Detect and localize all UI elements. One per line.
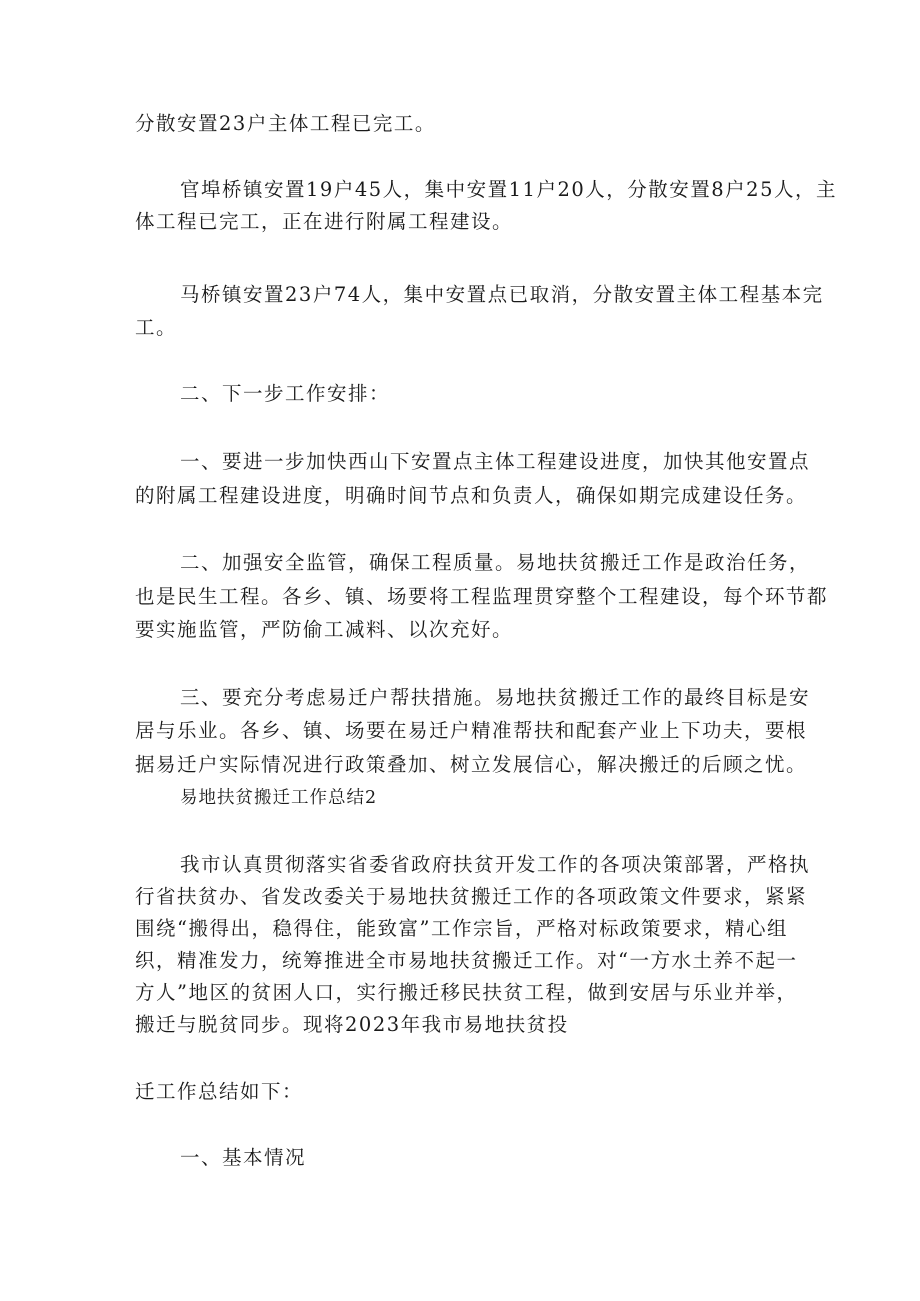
text-line-17: 行省扶贫办、省发改委关于易地扶贫搬迁工作的各项政策文件要求，紧紧	[135, 885, 808, 908]
text-line-2: 官埠桥镇安置19户45人，集中安置11户20人，分散安置8户25人，主	[180, 178, 837, 201]
section-heading-basic-situation: 一、基本情况	[180, 1146, 307, 1169]
document-subtitle: 易地扶贫搬迁工作总结2	[180, 788, 378, 808]
text-line-22: 迁工作总结如下：	[135, 1080, 304, 1103]
text-line-12: 三、要充分考虑易迁户帮扶措施。易地扶贫搬迁工作的最终目标是安	[180, 686, 811, 709]
text-line-16: 我市认真贯彻落实省委省政府扶贫开发工作的各项决策部署，严格执	[180, 853, 811, 876]
text-line-20: 方人”地区的贫困人口，实行搬迁移民扶贫工程，做到安居与乐业并举，	[135, 981, 798, 1004]
text-line-5: 工。	[135, 316, 178, 339]
text-line-9: 二、加强安全监管，确保工程质量。易地扶贫搬迁工作是政治任务，	[180, 551, 811, 574]
text-line-7: 一、要进一步加快西山下安置点主体工程建设进度，加快其他安置点	[180, 450, 811, 473]
text-line-10: 也是民生工程。各乡、镇、场要将工程监理贯穿整个工程建设，每个环节都	[135, 585, 829, 608]
text-line-19: 织，精准发力，统筹推进全市易地扶贫搬迁工作。对“一方水土养不起一	[135, 949, 798, 972]
text-line-1: 分散安置23户主体工程已完工。	[135, 112, 436, 135]
text-line-4: 马桥镇安置23户74人，集中安置点已取消，分散安置主体工程基本完	[180, 283, 824, 306]
text-line-8: 的附属工程建设进度，明确时间节点和负责人，确保如期完成建设任务。	[135, 484, 808, 507]
text-line-13: 居与乐业。各乡、镇、场要在易迁户精准帮扶和配套产业上下功夫，要根	[135, 719, 808, 742]
text-line-21: 搬迁与脱贫同步。现将2023年我市易地扶贫投	[135, 1013, 569, 1036]
text-line-14: 据易迁户实际情况进行政策叠加、树立发展信心，解决搬迁的后顾之忧。	[135, 753, 808, 776]
text-line-11: 要实施监管，严防偷工减料、以次充好。	[135, 618, 514, 641]
text-line-18: 围绕“搬得出，稳得住，能致富”工作宗旨，严格对标政策要求，精心组	[135, 917, 788, 940]
section-heading-next-steps: 二、下一步工作安排：	[180, 382, 391, 405]
text-line-3: 体工程已完工，正在进行附属工程建设。	[135, 210, 514, 233]
